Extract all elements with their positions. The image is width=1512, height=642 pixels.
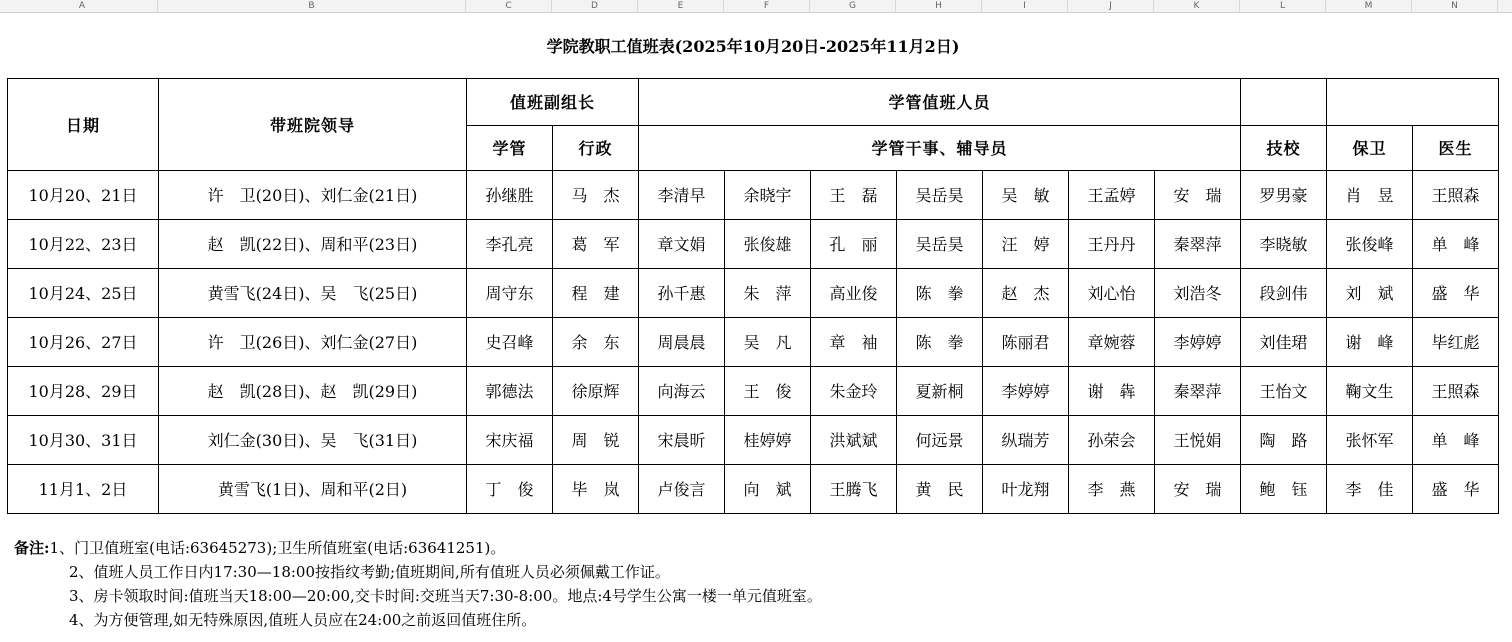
- cell-baowei[interactable]: 李 佳: [1327, 464, 1413, 513]
- cell-yisheng[interactable]: 王照森: [1413, 170, 1499, 219]
- column-header-bar: [0, 0, 1512, 13]
- cell-staff[interactable]: 朱金玲: [811, 366, 897, 415]
- cell-staff[interactable]: 张俊雄: [725, 219, 811, 268]
- cell-staff[interactable]: 赵 杰: [983, 268, 1069, 317]
- cell-staff[interactable]: 桂婷婷: [725, 415, 811, 464]
- cell-staff[interactable]: 高业俊: [811, 268, 897, 317]
- cell-leader[interactable]: 许 卫(26日)、刘仁金(27日): [159, 317, 467, 366]
- cell-staff[interactable]: 洪斌斌: [811, 415, 897, 464]
- note-line[interactable]: [14, 536, 822, 560]
- cell-date[interactable]: 10月30、31日: [8, 415, 159, 464]
- cell-staff[interactable]: 余晓宇: [725, 170, 811, 219]
- duty-roster-table: [7, 13, 1499, 514]
- cell-deputy-xingzheng[interactable]: 余 东: [553, 317, 639, 366]
- column-letter[interactable]: M: [1326, 0, 1412, 12]
- cell-staff[interactable]: 安 瑞: [1155, 170, 1241, 219]
- cell-staff[interactable]: 陈丽君: [983, 317, 1069, 366]
- cell-deputy-xueguan[interactable]: 史召峰: [467, 317, 553, 366]
- cell-staff[interactable]: 章 袖: [811, 317, 897, 366]
- notes-section: [14, 536, 822, 632]
- cell-baowei[interactable]: 刘 斌: [1327, 268, 1413, 317]
- table-row: [8, 366, 1499, 415]
- cell-yisheng[interactable]: 盛 华: [1413, 464, 1499, 513]
- cell-staff[interactable]: 陈 拳: [897, 317, 983, 366]
- cell-staff[interactable]: 刘心怡: [1069, 268, 1155, 317]
- cell-deputy-xingzheng[interactable]: 徐原辉: [553, 366, 639, 415]
- column-letter[interactable]: K: [1154, 0, 1240, 12]
- cell-jixiao[interactable]: 陶 路: [1241, 415, 1327, 464]
- note-line[interactable]: 2、值班人员工作日内17:30—18:00按指纹考勤;值班期间,所有值班人员必须佩戴工作证。: [69, 563, 670, 581]
- cell-leader[interactable]: 黄雪飞(24日)、吴 飞(25日): [159, 268, 467, 317]
- cell-baowei[interactable]: 张俊峰: [1327, 219, 1413, 268]
- column-letter[interactable]: F: [724, 0, 810, 12]
- cell-yisheng[interactable]: 王照森: [1413, 366, 1499, 415]
- table-row: [8, 219, 1499, 268]
- cell-staff[interactable]: 章文娟: [639, 219, 725, 268]
- cell-leader[interactable]: 刘仁金(30日)、吴 飞(31日): [159, 415, 467, 464]
- cell-staff[interactable]: 朱 萍: [725, 268, 811, 317]
- cell-deputy-xingzheng[interactable]: 毕 岚: [553, 464, 639, 513]
- column-letter[interactable]: B: [158, 0, 466, 12]
- note-text: 1、门卫值班室(电话:63645273);卫生所值班室(电话:63641251)。: [49, 539, 506, 557]
- cell-date[interactable]: 10月22、23日: [8, 219, 159, 268]
- cell-staff[interactable]: 叶龙翔: [983, 464, 1069, 513]
- column-letter[interactable]: C: [466, 0, 552, 12]
- cell-staff[interactable]: 陈 拳: [897, 268, 983, 317]
- column-letter[interactable]: L: [1240, 0, 1326, 12]
- table-row: [8, 268, 1499, 317]
- cell-leader[interactable]: 黄雪飞(1日)、周和平(2日): [159, 464, 467, 513]
- column-letter[interactable]: N: [1412, 0, 1498, 12]
- cell-baowei[interactable]: 谢 峰: [1327, 317, 1413, 366]
- cell-staff[interactable]: 吴岳昊: [897, 170, 983, 219]
- header-blank-cell[interactable]: [1241, 78, 1327, 125]
- sheet-title[interactable]: 学院教职工值班表(2025年10月20日-2025年11月2日): [8, 13, 1499, 78]
- cell-staff[interactable]: 孙千惠: [639, 268, 725, 317]
- table-row: [8, 317, 1499, 366]
- column-letter[interactable]: E: [638, 0, 724, 12]
- cell-date[interactable]: 10月24、25日: [8, 268, 159, 317]
- cell-staff[interactable]: 王 磊: [811, 170, 897, 219]
- cell-staff[interactable]: 李 燕: [1069, 464, 1155, 513]
- cell-staff[interactable]: 孙荣会: [1069, 415, 1155, 464]
- cell-staff[interactable]: 王 俊: [725, 366, 811, 415]
- cell-baowei[interactable]: 张怀军: [1327, 415, 1413, 464]
- column-letter[interactable]: A: [7, 0, 158, 12]
- cell-deputy-xueguan[interactable]: 丁 俊: [467, 464, 553, 513]
- cell-date[interactable]: 10月26、27日: [8, 317, 159, 366]
- cell-staff[interactable]: 纵瑞芳: [983, 415, 1069, 464]
- cell-staff[interactable]: 章婉蓉: [1069, 317, 1155, 366]
- header-baowei[interactable]: 保卫: [1327, 125, 1413, 170]
- cell-leader[interactable]: 赵 凯(22日)、周和平(23日): [159, 219, 467, 268]
- header-staff-sub[interactable]: 学管干事、辅导员: [639, 125, 1241, 170]
- column-letter[interactable]: D: [552, 0, 638, 12]
- cell-deputy-xingzheng[interactable]: 程 建: [553, 268, 639, 317]
- cell-staff[interactable]: 李清早: [639, 170, 725, 219]
- cell-staff[interactable]: 刘浩冬: [1155, 268, 1241, 317]
- column-letter[interactable]: I: [982, 0, 1068, 12]
- cell-deputy-xingzheng[interactable]: 马 杰: [553, 170, 639, 219]
- header-deputy-xueguan[interactable]: 学管: [467, 125, 553, 170]
- header-deputy-group[interactable]: 值班副组长: [467, 78, 639, 125]
- cell-staff[interactable]: 何远景: [897, 415, 983, 464]
- column-letter[interactable]: H: [896, 0, 982, 12]
- table-row: [8, 415, 1499, 464]
- cell-staff[interactable]: 吴 敏: [983, 170, 1069, 219]
- cell-staff[interactable]: 汪 婷: [983, 219, 1069, 268]
- cell-jixiao[interactable]: 王怡文: [1241, 366, 1327, 415]
- cell-deputy-xueguan[interactable]: 宋庆福: [467, 415, 553, 464]
- cell-leader[interactable]: 赵 凯(28日)、赵 凯(29日): [159, 366, 467, 415]
- cell-jixiao[interactable]: 段剑伟: [1241, 268, 1327, 317]
- cell-staff[interactable]: 王悦娟: [1155, 415, 1241, 464]
- cell-staff[interactable]: 秦翠萍: [1155, 219, 1241, 268]
- cell-deputy-xueguan[interactable]: 郭德法: [467, 366, 553, 415]
- cell-yisheng[interactable]: 毕红彪: [1413, 317, 1499, 366]
- header-leader[interactable]: 带班院领导: [159, 78, 467, 170]
- cell-date[interactable]: 10月28、29日: [8, 366, 159, 415]
- cell-staff[interactable]: 夏新桐: [897, 366, 983, 415]
- cell-staff[interactable]: 黄 民: [897, 464, 983, 513]
- column-letter[interactable]: G: [810, 0, 896, 12]
- header-yisheng[interactable]: 医生: [1413, 125, 1499, 170]
- cell-staff[interactable]: 王孟婷: [1069, 170, 1155, 219]
- cell-staff[interactable]: 王丹丹: [1069, 219, 1155, 268]
- cell-staff[interactable]: 安 瑞: [1155, 464, 1241, 513]
- header-jixiao[interactable]: 技校: [1241, 125, 1327, 170]
- cell-jixiao[interactable]: 鲍 钰: [1241, 464, 1327, 513]
- cell-staff[interactable]: 吴 凡: [725, 317, 811, 366]
- cell-staff[interactable]: 谢 犇: [1069, 366, 1155, 415]
- header-blank-cell[interactable]: [1327, 78, 1499, 125]
- cell-jixiao[interactable]: 罗男豪: [1241, 170, 1327, 219]
- cell-staff[interactable]: 李婷婷: [983, 366, 1069, 415]
- notes-label: 备注:: [14, 539, 50, 557]
- note-line[interactable]: 4、为方便管理,如无特殊原因,值班人员应在24:00之前返回值班住所。: [69, 611, 537, 629]
- cell-yisheng[interactable]: 单 峰: [1413, 415, 1499, 464]
- cell-staff[interactable]: 孔 丽: [811, 219, 897, 268]
- cell-deputy-xueguan[interactable]: 孙继胜: [467, 170, 553, 219]
- cell-staff[interactable]: 吴岳昊: [897, 219, 983, 268]
- cell-staff[interactable]: 周晨晨: [639, 317, 725, 366]
- cell-leader[interactable]: 许 卫(20日)、刘仁金(21日): [159, 170, 467, 219]
- cell-staff[interactable]: 李婷婷: [1155, 317, 1241, 366]
- header-date[interactable]: 日期: [8, 78, 159, 170]
- table-row: [8, 464, 1499, 513]
- cell-baowei[interactable]: 肖 昱: [1327, 170, 1413, 219]
- cell-staff[interactable]: 向 斌: [725, 464, 811, 513]
- cell-staff[interactable]: 秦翠萍: [1155, 366, 1241, 415]
- header-deputy-xingzheng[interactable]: 行政: [553, 125, 639, 170]
- column-letter[interactable]: J: [1068, 0, 1154, 12]
- cell-yisheng[interactable]: 盛 华: [1413, 268, 1499, 317]
- cell-deputy-xueguan[interactable]: 周守东: [467, 268, 553, 317]
- cell-date[interactable]: 10月20、21日: [8, 170, 159, 219]
- note-line[interactable]: 3、房卡领取时间:值班当天18:00—20:00,交卡时间:交班当天7:30-8:00。地点:4号学生公寓一楼一单元值班室。: [69, 587, 822, 605]
- cell-staff[interactable]: 卢俊言: [639, 464, 725, 513]
- cell-jixiao[interactable]: 刘佳珺: [1241, 317, 1327, 366]
- cell-date[interactable]: 11月1、2日: [8, 464, 159, 513]
- cell-yisheng[interactable]: 单 峰: [1413, 219, 1499, 268]
- cell-deputy-xingzheng[interactable]: 周 锐: [553, 415, 639, 464]
- cell-staff[interactable]: 宋晨昕: [639, 415, 725, 464]
- cell-baowei[interactable]: 鞠文生: [1327, 366, 1413, 415]
- cell-deputy-xueguan[interactable]: 李孔亮: [467, 219, 553, 268]
- cell-staff[interactable]: 王腾飞: [811, 464, 897, 513]
- cell-jixiao[interactable]: 李晓敏: [1241, 219, 1327, 268]
- cell-deputy-xingzheng[interactable]: 葛 军: [553, 219, 639, 268]
- table-row: [8, 170, 1499, 219]
- cell-staff[interactable]: 向海云: [639, 366, 725, 415]
- header-staff-group[interactable]: 学管值班人员: [639, 78, 1241, 125]
